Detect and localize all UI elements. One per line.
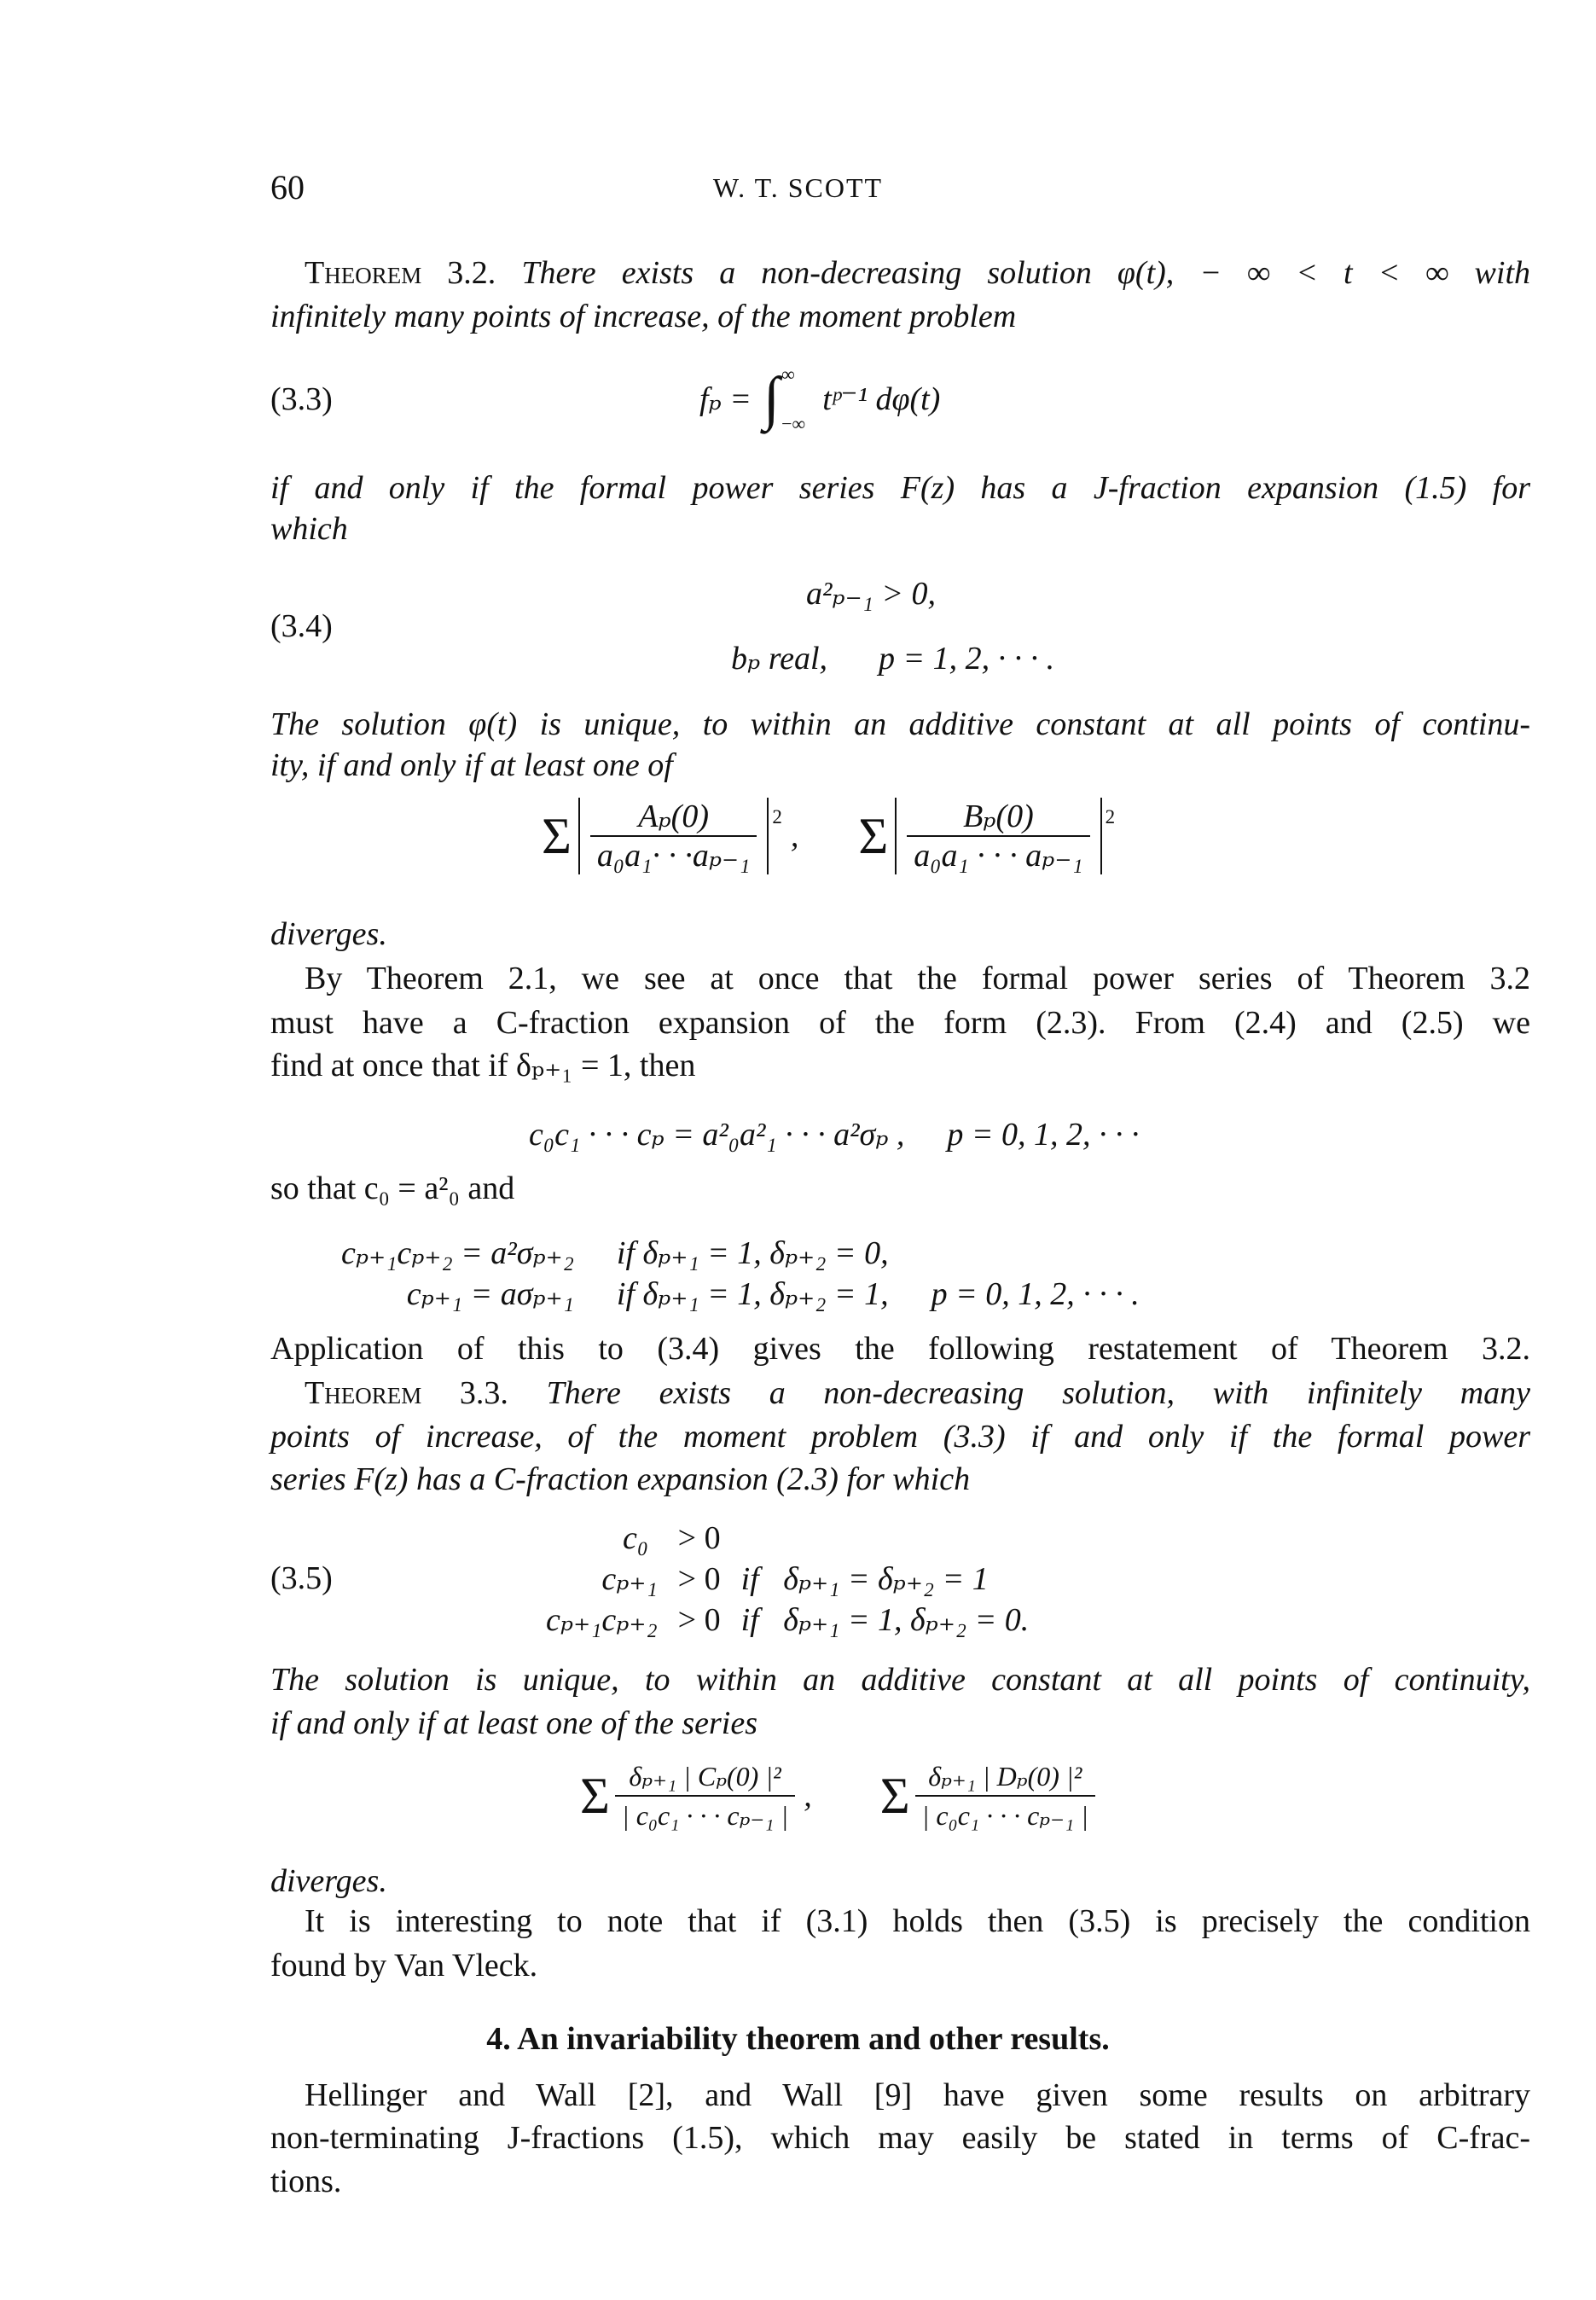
upper-limit: ∞: [781, 363, 795, 385]
theorem-3-2-line: if and only if the formal power series F(z) has a J-fraction expansion (1.5) for: [270, 470, 1530, 506]
equation-cc: [341, 1234, 1140, 1314]
theorem-3-2-line: [270, 253, 1530, 293]
paragraph-line: found by Van Vleck.: [270, 1948, 538, 1983]
page-number: 60: [270, 168, 305, 206]
eq35-r3-lhs: cₚ₊₁cₚ₊₂: [546, 1602, 658, 1638]
sigma: Σ: [580, 1768, 610, 1824]
sigma: Σ: [542, 808, 572, 864]
equation-3-4-line2: [731, 639, 1054, 678]
equation-3-5: [546, 1519, 1029, 1640]
equation-c-range: p = 0, 1, 2, · · ·: [947, 1117, 1140, 1153]
diverges: diverges.: [270, 1863, 387, 1899]
theorem-3-2-line: which: [270, 511, 348, 547]
eq35-r1-lhs: c₀: [623, 1520, 649, 1556]
theorem-3-3-line: [270, 1374, 1530, 1413]
equation-row2-lhs: cₚ₊₁ = aσₚ₊₁: [406, 1276, 574, 1312]
denominator: | c₀c₁ · · · cₚ₋₁ |: [615, 1795, 795, 1834]
theorem-3-2-line: infinitely many points of increase, of the moment problem: [270, 299, 1017, 334]
paragraph-line: By Theorem 2.1, we see at once that the formal power series of Theorem 3.2: [305, 961, 1530, 996]
equation-3-4-line1: a²ₚ₋₁ > 0,: [806, 576, 936, 612]
numerator: Bₚ(0): [907, 798, 1089, 837]
equation-label: (3.3): [270, 381, 333, 417]
diverges: diverges.: [270, 916, 387, 952]
application-line: Application of this to (3.4) gives the following restatement of Theorem 3.2.: [270, 1331, 1530, 1367]
sums-ab: [542, 798, 1115, 874]
section-heading: 4. An invariability theorem and other results.: [486, 2021, 1110, 2057]
theorem-3-2-line: The solution φ(t) is unique, to within an additive constant at all points of continu-: [270, 706, 1530, 742]
paragraph-line: non-terminating J-fractions (1.5), which may easily be stated in terms of C-frac-: [270, 2120, 1530, 2156]
theorem-3-3-line: points of increase, of the moment problem (3.3) if and only if the formal power: [270, 1419, 1530, 1455]
text: There exists a non-decreasing solution, with infinitely many: [546, 1375, 1530, 1411]
integral-sign: ∫: [763, 366, 781, 432]
comma: ,: [790, 818, 799, 854]
equation-3-4-line2b: p = 1, 2, · · · .: [879, 641, 1055, 677]
eq35-r2-cond: if δₚ₊₁ = δₚ₊₂ = 1: [740, 1561, 989, 1597]
paragraph-line: Hellinger and Wall [2], and Wall [9] have given some results on arbitrary: [305, 2077, 1530, 2113]
comma: ,: [804, 1778, 812, 1814]
sums-cd: [580, 1757, 1100, 1834]
equation-label: (3.5): [270, 1560, 333, 1596]
paragraph-line: find at once that if δₚ₊₁ = 1, then: [270, 1048, 696, 1083]
theorem-3-2-line: ity, if and only if at least one of: [270, 747, 673, 783]
paragraph-line: It is interesting to note that if (3.1) holds then (3.5) is precisely the condition: [305, 1903, 1530, 1939]
equation-3-4-line2a: bₚ real,: [731, 641, 827, 677]
eq35-r2-lhs: cₚ₊₁: [601, 1561, 658, 1597]
running-title: W. T. SCOTT: [712, 172, 884, 203]
sigma: Σ: [858, 808, 889, 864]
equation-row2-cond: if δₚ₊₁ = 1, δₚ₊₂ = 1,: [616, 1276, 889, 1312]
eq35-r1-rhs: > 0: [677, 1520, 721, 1556]
equation-3-3: [699, 363, 940, 436]
denominator: a₀a₁ · · · aₚ₋₁: [914, 838, 1083, 874]
lower-limit: −∞: [781, 413, 806, 434]
equation-c-product: c₀c₁ · · · cₚ = a²₀a²₁ · · · a²σₚ ,: [529, 1117, 905, 1153]
eq35-r3-rhs: > 0: [677, 1602, 721, 1638]
exponent: 2: [1105, 806, 1116, 828]
eq35-r3-cond: if δₚ₊₁ = 1, δₚ₊₂ = 0.: [740, 1602, 1030, 1638]
paragraph-line: tions.: [270, 2164, 342, 2199]
equation-label: (3.4): [270, 608, 333, 644]
eq-lhs: fₚ =: [699, 381, 752, 417]
numerator: δₚ₊₁ | Cₚ(0) |²: [629, 1761, 781, 1792]
denominator: | c₀c₁ · · · cₚ₋₁ |: [915, 1795, 1095, 1834]
paragraph-line: must have a C-fraction expansion of the form (2.3). From (2.4) and (2.5) we: [270, 1005, 1530, 1041]
theorem-label: Theorem 3.2.: [305, 255, 496, 291]
integral-limits: [781, 365, 805, 433]
equation-c: [529, 1115, 1140, 1154]
equation-row2-range: p = 0, 1, 2, · · · .: [931, 1276, 1140, 1312]
equation-row1-lhs: cₚ₊₁cₚ₊₂ = a²σₚ₊₂: [341, 1235, 574, 1271]
exponent: 2: [772, 806, 782, 828]
numerator: Aₚ(0): [590, 798, 757, 837]
equation-row1-cond: if δₚ₊₁ = 1, δₚ₊₂ = 0,: [616, 1235, 889, 1271]
integrand: tᵖ⁻¹ dφ(t): [822, 381, 941, 417]
theorem-3-3-line: if and only if at least one of the series: [270, 1705, 757, 1741]
so-that-line: so that c₀ = a²₀ and: [270, 1170, 515, 1206]
theorem-3-3-line: series F(z) has a C-fraction expansion (2.3) for which: [270, 1461, 971, 1497]
sigma: Σ: [879, 1768, 910, 1824]
theorem-label: Theorem 3.3.: [305, 1375, 508, 1411]
theorem-3-3-line: The solution is unique, to within an additive constant at all points of continuity,: [270, 1662, 1530, 1698]
text: There exists a non-decreasing solution φ(t), − ∞ < t < ∞ with: [521, 255, 1531, 291]
denominator: a₀a₁· · ·aₚ₋₁: [596, 838, 751, 874]
eq35-r2-rhs: > 0: [677, 1561, 721, 1597]
numerator: δₚ₊₁ | Dₚ(0) |²: [928, 1761, 1082, 1792]
